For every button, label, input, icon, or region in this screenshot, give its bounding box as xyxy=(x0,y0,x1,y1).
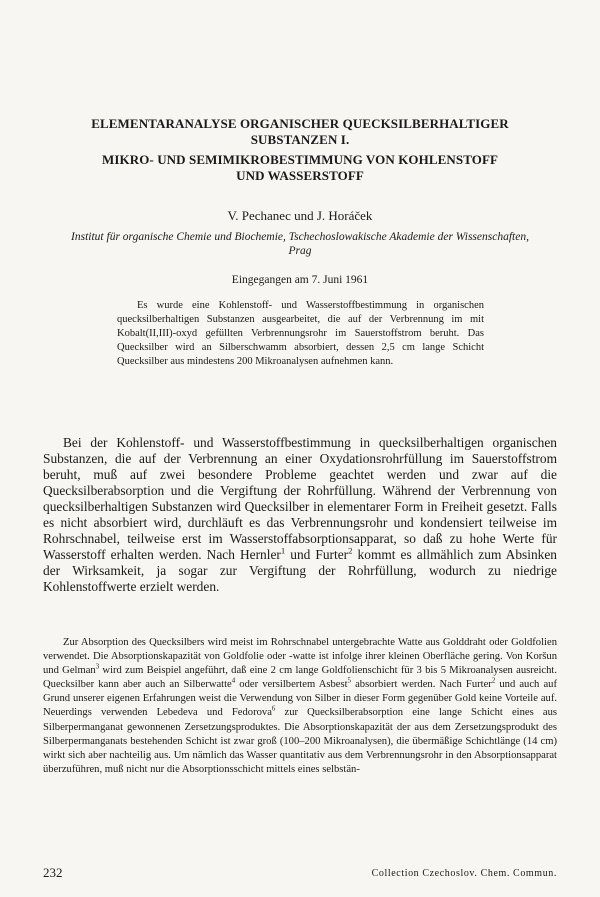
body-paragraph-1 xyxy=(43,435,557,595)
journal-name: Collection Czechoslov. Chem. Commun. xyxy=(371,868,557,879)
reference-4: 4 xyxy=(231,677,236,685)
reference-5: 5 xyxy=(347,677,351,685)
reference-1: 1 xyxy=(280,545,286,556)
received-date: Eingegangen am 7. Juni 1961 xyxy=(231,274,369,286)
p2-text-f: zur Quecksilberabsorption eine lange Schicht eines aus Silberpermanganat gewonnenen Zersetzungsproduktes. Die Absorptionskapazität der aus dem Zersetzungsprodukt des Silberpermanganats bestehenden Schicht ist zwar groß (100–200 Mikroanalysen), die übermäßige Schichtlänge (14 cm) wirkt sich aber nachteilig aus. Um nämlich das Wasser quantitativ aus dem Verbrennungsrohr in den Absorptionsapparat überzuführen, muß nicht nur die Absorptionsschicht mittels eines selbstän- xyxy=(43,707,557,775)
abstract: Es wurde eine Kohlenstoff- und Wasserstoffbestimmung in organischen quecksilberhaltigen Substanzen ausgearbeitet, die auf der Verbrennung im mit Kobalt(II,III)-oxyd gefüllten Verbrennungsrohr im Sauerstoffstrom beruht. Das Quecksilber wird an Silberschwamm absorbiert, dessen 2,5 cm lange Schicht Quecksilber aus mindestens 200 Mikroanalysen aufnehmen kann. xyxy=(117,300,484,367)
p1-text-a: Bei der Kohlenstoff- und Wasserstoffbestimmung in quecksilberhaltigen organischen Substanzen, die auf der Verbrennung an einer Oxydationsrohrfüllung im Sauerstoffstrom beruht, muß auf zwei besondere Probleme geachtet werden und zwar auf die Quecksilberabsorption und die Vergiftung der Rohrfüllung. Während der Verbrennung von quecksilberhaltigen Substanzen wird Quecksilber in elementarer Form in Freiheit gesetzt. Falls es nicht absorbiert wird, durchläuft es das Verbrennungsrohr und kondensiert teilweise im Rohrschnabel, teilweise erst im Wasserstoffabsorptionsapparat, so daß zu hohe Werte für Wasserstoff erhalten werden. Nach Hernler xyxy=(43,435,557,562)
institute-line-1: Institut für organische Chemie und Biochemie, Tschechoslowakische Akademie der Wissenschaften, xyxy=(71,231,529,243)
article-title xyxy=(40,116,560,184)
title-line-4: UND WASSERSTOFF xyxy=(236,168,364,183)
reference-2b: 2 xyxy=(491,677,496,685)
reference-3: 3 xyxy=(95,663,100,671)
p1-text-b: und Furter xyxy=(285,547,349,562)
reference-6: 6 xyxy=(271,705,276,713)
authors: V. Pechanec und J. Horáček xyxy=(227,208,373,223)
institute-line-2: Prag xyxy=(288,245,312,257)
p2-text-d: absorbiert werden. Nach Furter xyxy=(350,679,492,691)
page-number: 232 xyxy=(43,865,63,880)
p2-text-e: und auch auf Grund unserer eigenen Erfahrungen weist die Verwendung von Silber in dieser Form gegenüber Gold keine Vorteile auf. Neuerdings verwenden Lebedeva und Fedorova xyxy=(43,679,557,719)
p2-text-c: oder versilbertem Asbest xyxy=(235,679,348,691)
body-paragraph-2 xyxy=(43,636,557,777)
title-line-3: MIKRO- UND SEMIMIKROBESTIMMUNG VON KOHLENSTOFF xyxy=(101,152,499,167)
reference-2: 2 xyxy=(348,545,353,556)
p2-text-a: Zur Absorption des Quecksilbers wird meist im Rohrschnabel untergebrachte Watte aus Golddraht oder Goldfolien verwendet. Die Absorptionskapazität von Goldfolie oder -watte ist infolge ihrer kleinen Oberfläche gering. Von Koršun und Gelman xyxy=(43,637,557,677)
p1-text-c: kommt es allmählich zum Absinken der Wirksamkeit, ja sogar zur Vergiftung der Rohrfüllung, wodurch zu niedrige Kohlenstoffwerte erzielt werden. xyxy=(43,547,558,594)
institute-affiliation xyxy=(40,230,560,258)
title-line-2: SUBSTANZEN I. xyxy=(250,132,350,147)
p2-text-b: wird zum Beispiel angeführt, daß eine 2 cm lange Goldfolienschicht für 3 bis 5 Mikroanalysen ausreicht. Quecksilber kann aber auch an Silberwatte xyxy=(43,665,558,691)
title-line-1: ELEMENTARANALYSE ORGANISCHER QUECKSILBERHALTIGER xyxy=(91,116,509,131)
